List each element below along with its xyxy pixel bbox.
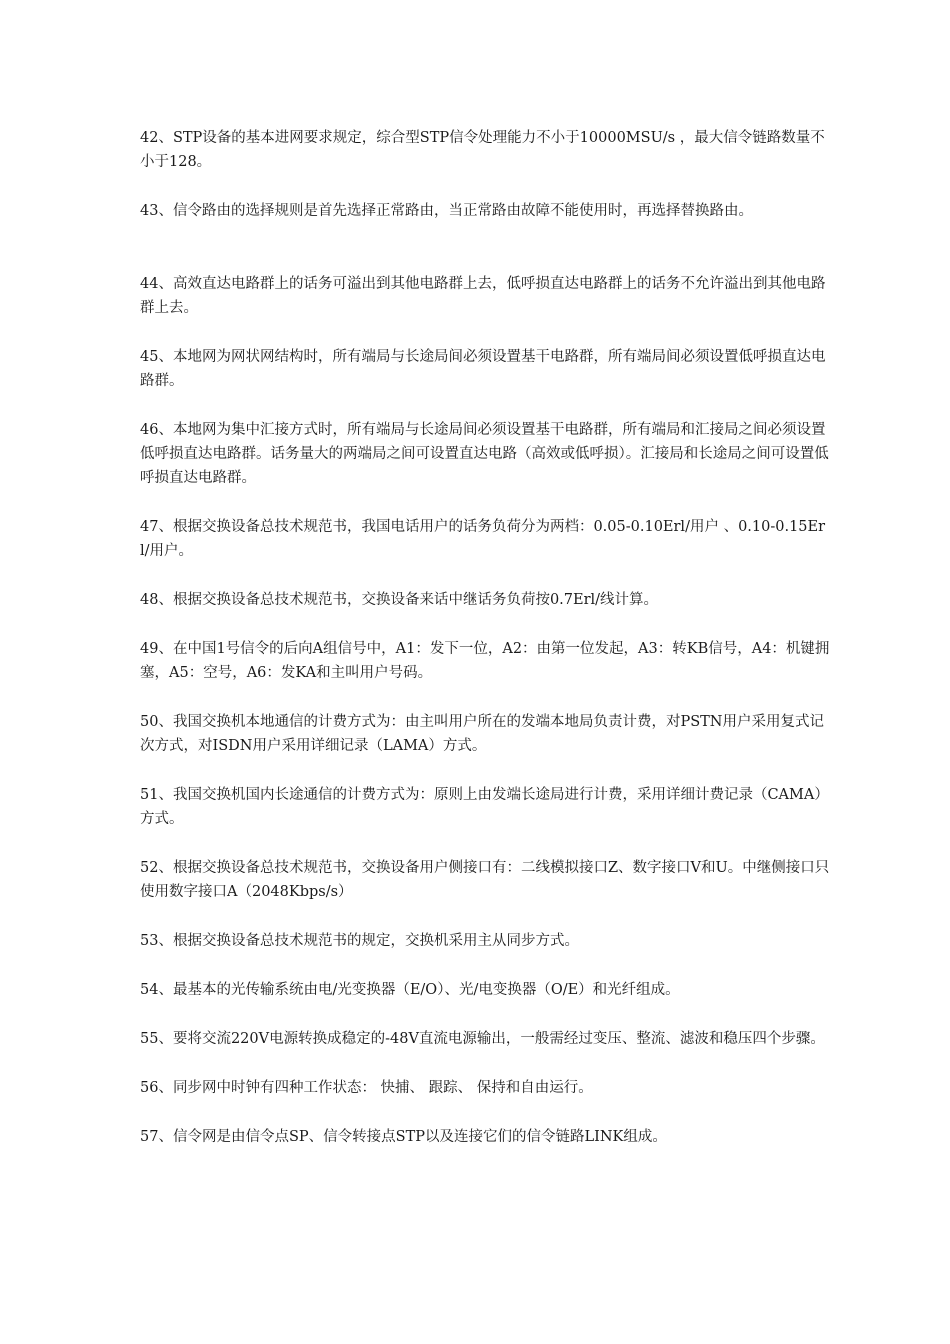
paragraph-45: 45、本地网为网状网结构时，所有端局与长途局间必须设置基干电路群，所有端局间必须设置低呼损直达电路群。 [140, 349, 826, 389]
paragraph-57: 57、信令网是由信令点SP、信令转接点STP以及连接它们的信令链路LINK组成。 [140, 1129, 667, 1145]
paragraph-48: 48、根据交换设备总技术规范书，交换设备来话中继话务负荷按0.7Erl/线计算。 [140, 592, 659, 608]
paragraph-52: 52、根据交换设备总技术规范书，交换设备用户侧接口有：二线模拟接口Z、数字接口V和U。中继侧接口只使用数字接口A（2048Kbps/s） [140, 860, 830, 900]
paragraph-56: 56、同步网中时钟有四种工作状态： 快捕、 跟踪、 保持和自由运行。 [140, 1080, 593, 1096]
paragraph-42: 42、STP设备的基本进网要求规定，综合型STP信令处理能力不小于10000MSU/s ，最大信令链路数量不小于128。 [140, 130, 825, 170]
paragraph-50: 50、我国交换机本地通信的计费方式为：由主叫用户所在的发端本地局负责计费，对PSTN用户采用复式记次方式，对ISDN用户采用详细记录（LAMA）方式。 [140, 714, 824, 754]
paragraph-47: 47、根据交换设备总技术规范书，我国电话用户的话务负荷分为两档：0.05-0.10Erl/用户 、0.10-0.15Erl/用户。 [140, 519, 826, 559]
paragraph-53: 53、根据交换设备总技术规范书的规定，交换机采用主从同步方式。 [140, 933, 579, 949]
paragraph-49: 49、在中国1号信令的后向A组信号中，A1：发下一位，A2：由第一位发起，A3：转KB信号，A4：机键拥塞，A5：空号，A6：发KA和主叫用户号码。 [140, 641, 830, 681]
paragraph-54: 54、最基本的光传输系统由电/光变换器（E/O）、光/电变换器（O/E）和光纤组成。 [140, 982, 680, 998]
paragraph-46: 46、本地网为集中汇接方式时，所有端局与长途局间必须设置基干电路群，所有端局和汇接局之间必须设置低呼损直达电路群。话务量大的两端局之间可设置直达电路（高效或低呼损）。汇接局和长途局之间可设置低呼损直达电路群。 [140, 422, 829, 486]
paragraph-43: 43、信令路由的选择规则是首先选择正常路由，当正常路由故障不能使用时，再选择替换路由。 [140, 203, 753, 219]
paragraph-44: 44、高效直达电路群上的话务可溢出到其他电路群上去，低呼损直达电路群上的话务不允许溢出到其他电路群上去。 [140, 276, 826, 316]
document-body [140, 126, 830, 1174]
paragraph-55: 55、要将交流220V电源转换成稳定的-48V直流电源输出，一般需经过变压、整流、滤波和稳压四个步骤。 [140, 1031, 825, 1047]
paragraph-51: 51、我国交换机国内长途通信的计费方式为：原则上由发端长途局进行计费，采用详细计费记录（CAMA）方式。 [140, 787, 829, 827]
